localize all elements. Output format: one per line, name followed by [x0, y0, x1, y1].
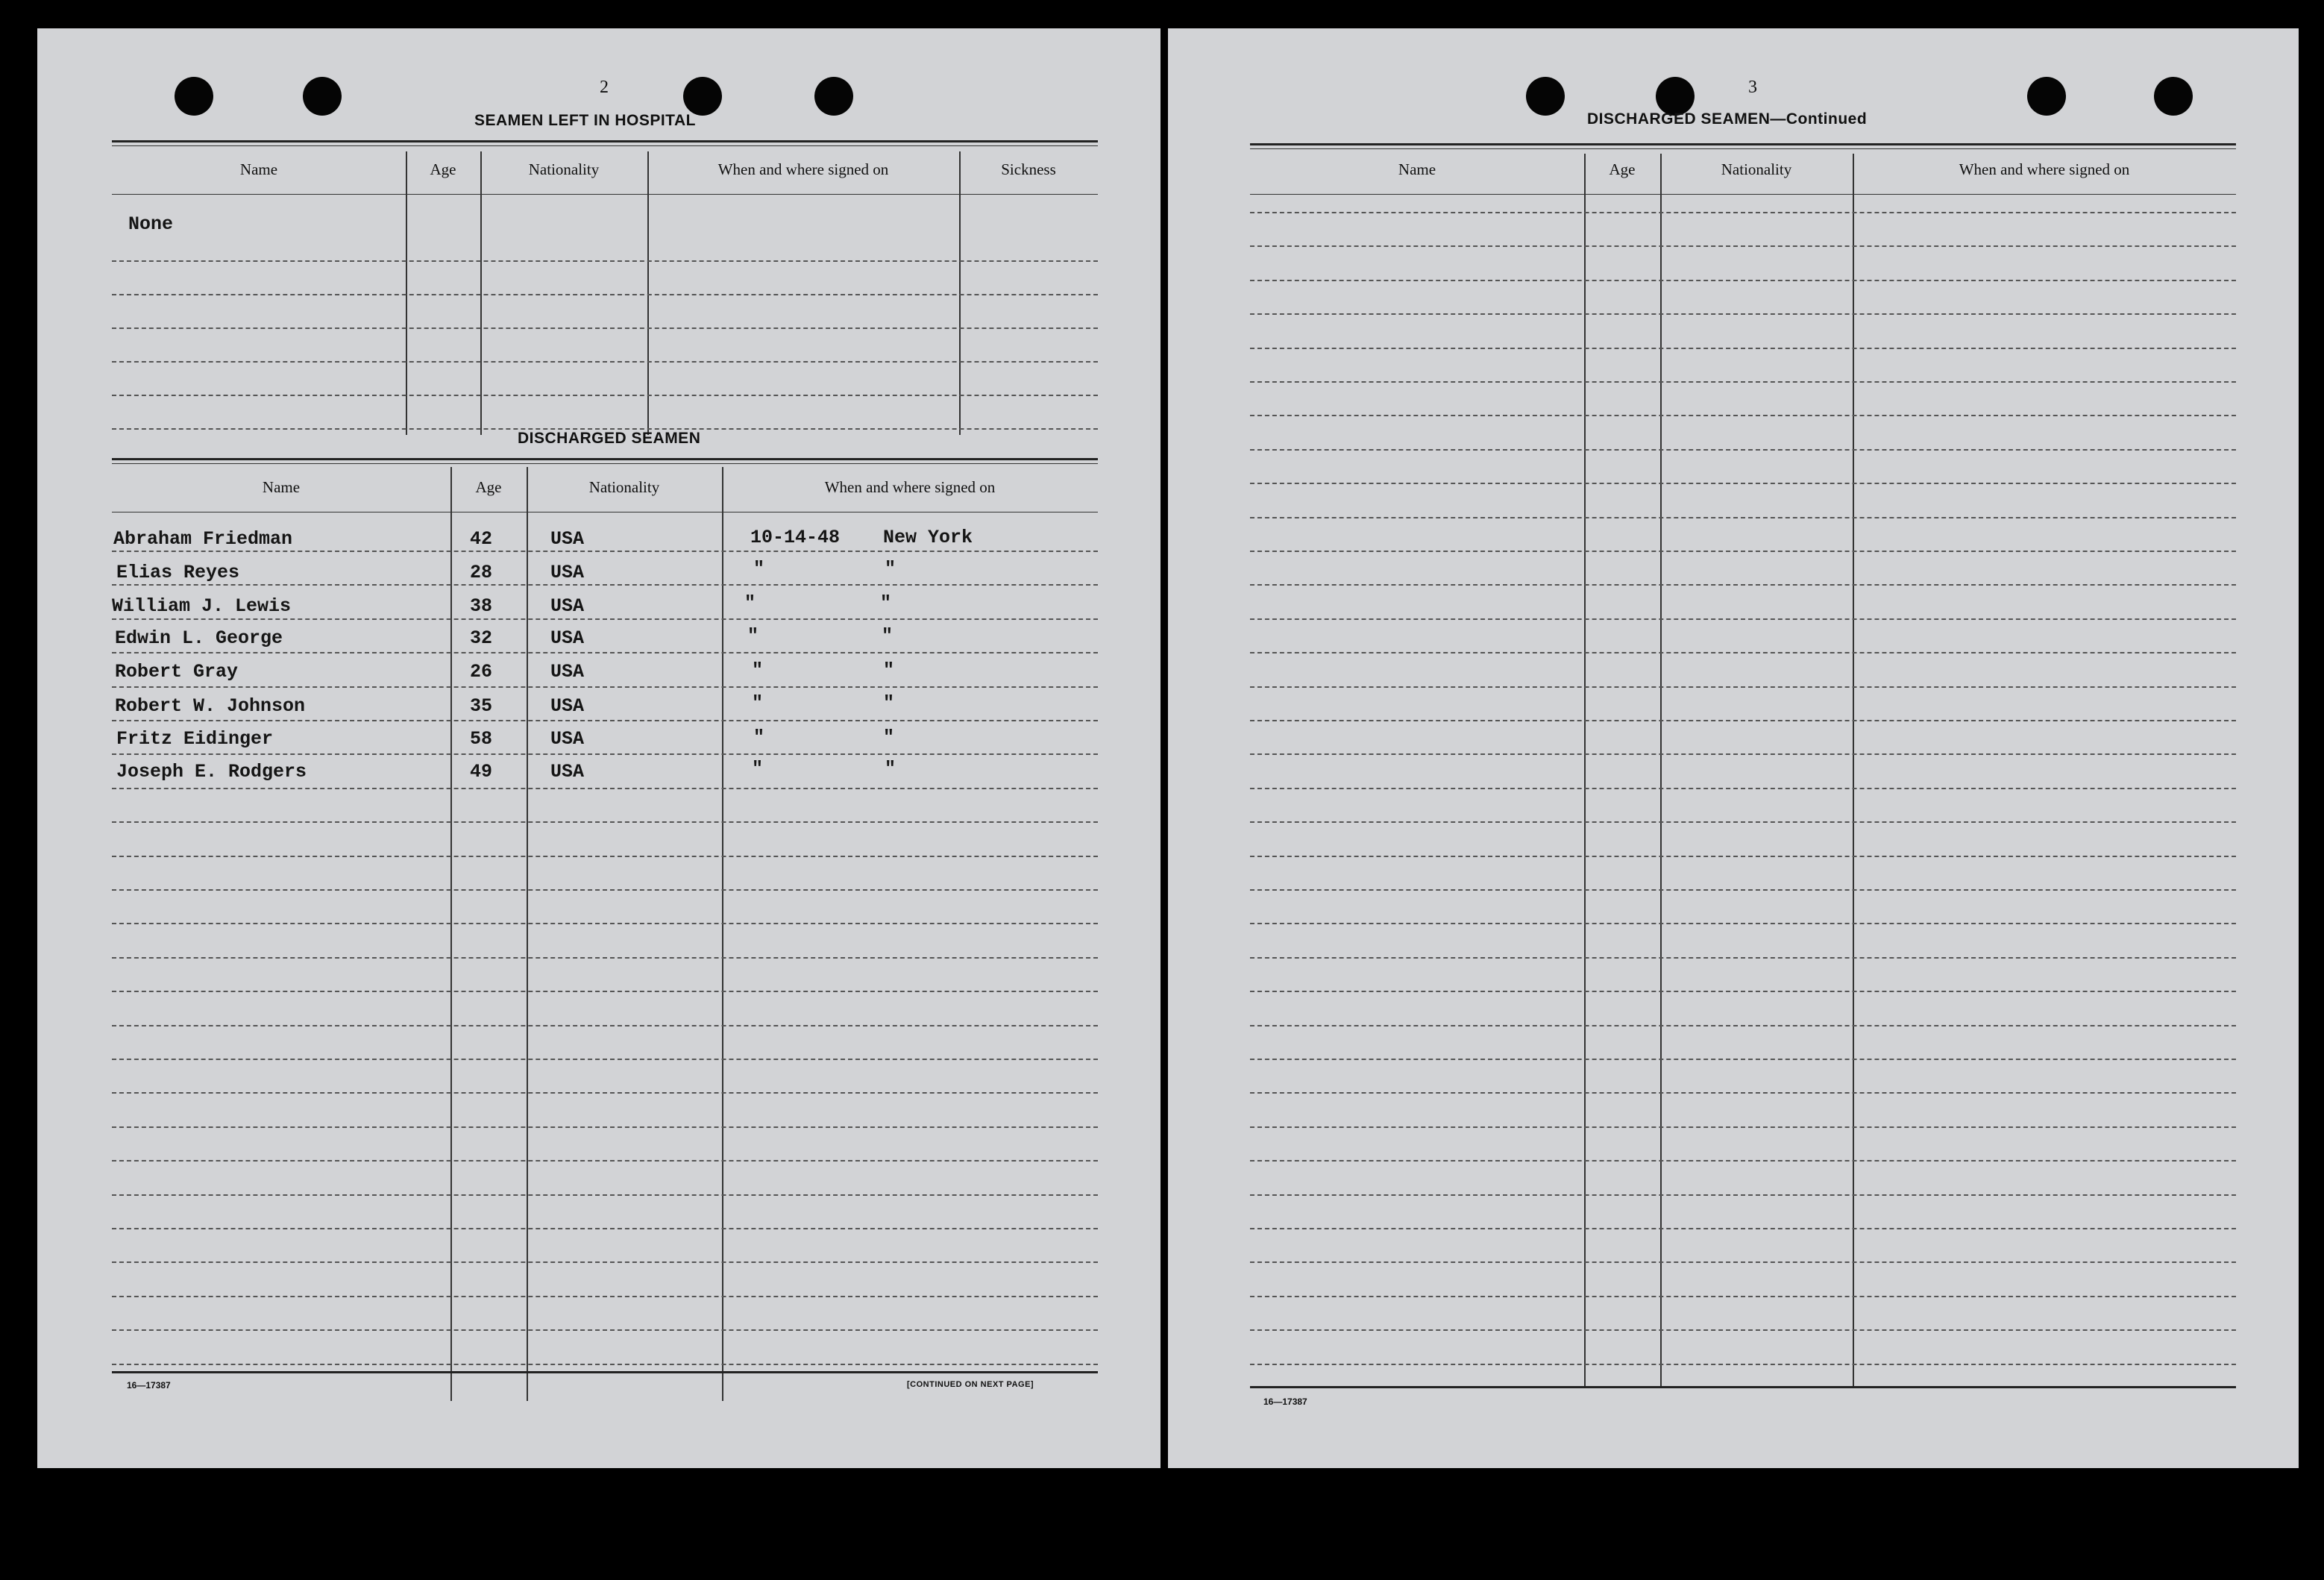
header-bottom-rule: [112, 194, 1098, 195]
header-name: Name: [239, 160, 278, 178]
ruled-line: [112, 788, 1098, 789]
ruled-line: [1250, 1228, 2236, 1229]
ruled-line: [1250, 856, 2236, 857]
header-age: Age: [1609, 160, 1636, 178]
ruled-line: [1250, 1329, 2236, 1331]
ruled-line: [1250, 923, 2236, 924]
ruled-line: [1250, 618, 2236, 620]
title-main: DISCHARGED SEAMEN: [1587, 110, 1771, 128]
ruled-line: [112, 1059, 1098, 1060]
ruled-line: [1250, 381, 2236, 383]
ruled-line: [112, 1329, 1098, 1331]
row-place: New York: [883, 527, 973, 548]
header-age: Age: [475, 478, 502, 496]
row-date: ": [752, 659, 764, 681]
ruled-line: [1250, 551, 2236, 552]
row-place: ": [880, 592, 892, 614]
ruled-line: [1250, 821, 2236, 823]
row-place: ": [885, 558, 896, 580]
punch-hole: [814, 77, 853, 116]
ruled-line: [112, 1261, 1098, 1263]
row-name: Edwin L. George: [115, 627, 283, 649]
form-code: 16—17387: [1263, 1396, 1307, 1407]
ruled-line: [112, 753, 1098, 755]
right-page: [1168, 28, 2299, 1468]
ruled-line: [1250, 483, 2236, 484]
row-name: Abraham Friedman: [113, 528, 293, 550]
ruled-line: [1250, 313, 2236, 315]
row-nationality: USA: [550, 761, 585, 783]
row-nationality: USA: [550, 528, 585, 550]
row-date: ": [752, 692, 764, 714]
ruled-line: [1250, 1025, 2236, 1026]
row-nationality: USA: [550, 728, 585, 750]
punch-hole: [683, 77, 722, 116]
ruled-line: [1250, 652, 2236, 653]
discharged-section-title: DISCHARGED SEAMEN: [518, 430, 701, 447]
ruled-line: [112, 1126, 1098, 1128]
ruled-line: [1250, 957, 2236, 959]
ruled-line: [112, 991, 1098, 992]
row-date: 10-14-48: [750, 527, 841, 548]
punch-hole: [303, 77, 342, 116]
ruled-line: [1250, 245, 2236, 247]
header-sickness: Sickness: [1001, 160, 1056, 178]
discharged-continued-title: [1587, 110, 1867, 128]
row-age: 49: [470, 761, 493, 783]
header-when-where: When and where signed on: [717, 160, 889, 178]
header-when-where: When and where signed on: [824, 478, 996, 496]
page-number: 3: [1748, 78, 1757, 97]
ruled-line: [1250, 991, 2236, 992]
header-nationality: Nationality: [588, 478, 660, 496]
row-age: 28: [470, 562, 493, 583]
ruled-line: [1250, 720, 2236, 721]
ruled-line: [112, 821, 1098, 823]
row-date: ": [747, 625, 759, 647]
row-date: ": [753, 558, 765, 580]
ruled-line: [112, 889, 1098, 891]
ruled-line: [1250, 1126, 2236, 1128]
ruled-line: [1250, 1261, 2236, 1263]
ruled-line: [112, 1025, 1098, 1026]
ruled-line: [1250, 517, 2236, 518]
row-name: Robert Gray: [115, 661, 239, 683]
continued-note: [CONTINUED ON NEXT PAGE]: [907, 1380, 1034, 1389]
header-name: Name: [1398, 160, 1436, 178]
ruled-line: [1250, 280, 2236, 281]
row-age: 58: [470, 728, 493, 750]
row-date: ": [752, 758, 764, 780]
ruled-line: [112, 1160, 1098, 1162]
ruled-line: [112, 720, 1098, 721]
row-age: 35: [470, 695, 493, 717]
ruled-line: [1250, 1092, 2236, 1094]
row-nationality: USA: [550, 695, 585, 717]
row-place: ": [883, 692, 895, 714]
ruled-line: [1250, 212, 2236, 213]
ruled-line: [1250, 1296, 2236, 1297]
punch-hole: [2027, 77, 2066, 116]
ruled-line: [1250, 348, 2236, 349]
ruled-line: [1250, 686, 2236, 688]
header-age: Age: [430, 160, 456, 178]
row-age: 42: [470, 528, 493, 550]
ruled-line: [112, 1228, 1098, 1229]
ruled-line: [1250, 415, 2236, 416]
row-age: 38: [470, 595, 493, 617]
punch-hole: [175, 77, 213, 116]
ruled-line: [1250, 1194, 2236, 1196]
title-continued: —Continued: [1770, 110, 1868, 128]
punch-hole: [1526, 77, 1565, 116]
ruled-line: [1250, 753, 2236, 755]
row-name: Joseph E. Rodgers: [116, 761, 307, 783]
row-nationality: USA: [550, 595, 585, 617]
row-place: ": [882, 625, 894, 647]
left-page: [37, 28, 1161, 1468]
row-nationality: USA: [550, 562, 585, 583]
ruled-line: [1250, 788, 2236, 789]
ruled-line: [112, 652, 1098, 653]
row-nationality: USA: [550, 627, 585, 649]
ruled-line: [112, 856, 1098, 857]
ruled-line: [112, 1194, 1098, 1196]
ruled-line: [1250, 1160, 2236, 1162]
ruled-line: [1250, 889, 2236, 891]
header-when-where: When and where signed on: [1959, 160, 2130, 178]
row-place: ": [883, 659, 895, 681]
ruled-line: [1250, 1364, 2236, 1365]
row-name: Robert W. Johnson: [115, 695, 306, 717]
header-nationality: Nationality: [528, 160, 600, 178]
ruled-line: [112, 551, 1098, 552]
hospital-entry: None: [128, 213, 174, 235]
row-date: ": [753, 727, 765, 748]
row-name: Elias Reyes: [116, 562, 240, 583]
page-number: 2: [600, 78, 609, 97]
ruled-line: [112, 957, 1098, 959]
hospital-section-title: SEAMEN LEFT IN HOSPITAL: [474, 112, 696, 129]
ruled-line: [112, 618, 1098, 620]
ruled-line: [112, 686, 1098, 688]
form-code: 16—17387: [127, 1380, 171, 1391]
ruled-line: [112, 1092, 1098, 1094]
header-name: Name: [262, 478, 301, 496]
row-name: William J. Lewis: [112, 595, 292, 617]
row-place: ": [883, 727, 895, 748]
ruled-line: [112, 1296, 1098, 1297]
table-top-rule: [112, 140, 1098, 142]
row-date: ": [744, 592, 756, 614]
ruled-line: [1250, 584, 2236, 586]
row-name: Fritz Eidinger: [116, 728, 274, 750]
row-nationality: USA: [550, 661, 585, 683]
row-place: ": [885, 758, 896, 780]
row-age: 32: [470, 627, 493, 649]
punch-hole: [2154, 77, 2193, 116]
ruled-line: [112, 584, 1098, 586]
row-age: 26: [470, 661, 493, 683]
ruled-line: [1250, 449, 2236, 451]
ruled-line: [112, 923, 1098, 924]
ruled-line: [1250, 1059, 2236, 1060]
header-nationality: Nationality: [1721, 160, 1792, 178]
ruled-line: [112, 1364, 1098, 1365]
